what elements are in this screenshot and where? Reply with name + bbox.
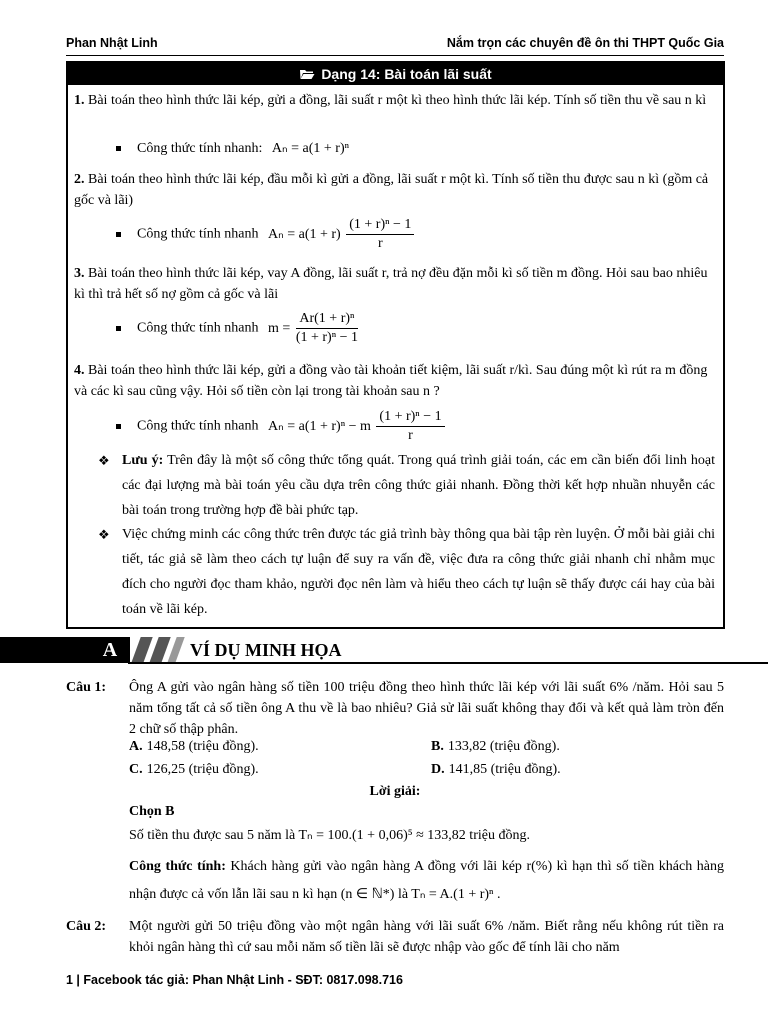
question-2 [66, 916, 724, 958]
item-3-formula: Công thức tính nhanh m = $\frac{\text{Ar(1 + r)ⁿ}}{\text{(1 + r)ⁿ − 1}}$ [116, 310, 360, 347]
solution-title: Lời giải: [369, 784, 421, 799]
question-1-text: Ông A gửi vào ngân hàng số tiền 100 triệu đồng theo hình thức lãi kép với lãi suất 6% /năm. Hỏi sau 5 năm tổng tất cả số tiền ông A thu về là bao nhiêu? Giả sử lãi suất không thay đổi và kết quả làm tròn đến 2 chữ số thập phân. [129, 680, 724, 737]
page-header [66, 36, 724, 54]
box-title: Dạng 14: Bài toán lãi suất [321, 66, 492, 82]
box-title-bar [68, 63, 723, 85]
diamond-bullet-icon: ❖ [98, 453, 110, 468]
header-author: Phan Nhật Linh [66, 36, 158, 50]
item-1-text: 1. Bài toán theo hình thức lãi kép, gửi a đồng, lãi suất r một kì theo hình thức lãi kép. Tính số tiền thu về sau n kì [74, 93, 707, 108]
section-letter: A [102, 639, 118, 661]
question-1-label: Câu 1: [66, 680, 107, 695]
item-4-text: 4. Bài toán theo hình thức lãi kép, gửi a đồng vào tài khoản tiết kiệm, lãi suất r/kì. Sau đúng một kì rút ra m đồng và các kì sau cũng vậy. Hỏi số tiền còn lại trong tài khoản sau n ? [74, 363, 708, 399]
item-3-text: 3. Bài toán theo hình thức lãi kép, vay A đồng, lãi suất r, trả nợ đều đặn mỗi kì số tiền m đồng. Hỏi sau bao nhiêu kì thì trả hết số nợ gồm cả gốc và lãi [74, 266, 708, 302]
section-stripe [167, 637, 184, 663]
solution-line: Số tiền thu được sau 5 năm là Tₙ = 100.(1 + 0,06)⁵ ≈ 133,82 triệu đồng. [129, 828, 530, 843]
question-1 [66, 677, 724, 740]
option-c[interactable]: C. 126,25 (triệu đồng). [129, 762, 259, 777]
option-b[interactable]: B. 133,82 (triệu đồng). [431, 739, 560, 754]
item-4-formula: Công thức tính nhanh Aₙ = a(1 + r)ⁿ − m $\frac{\text{(1 + r)ⁿ − 1}}{r}$ [116, 408, 447, 445]
formula-box [66, 61, 725, 629]
item-2-formula: Công thức tính nhanh Aₙ = a(1 + r) $\frac{\text{(1 + r)ⁿ − 1}}{r}$ [116, 216, 416, 253]
note-2: ❖ Việc chứng minh các công thức trên được tác giả trình bày thông qua bài tập rèn luyện. Ở mỗi bài giải chi tiết, tác giả sẽ làm theo cách tự luận để suy ra vấn đề, việc đưa ra công thức giải nhanh chỉ nhằm mục đích cho người đọc tham khảo, người đọc nên làm và hiểu theo cách tự luận sẽ thấy được cái hay của bài toán về lãi kép. [98, 522, 715, 622]
item-2-text: 2. Bài toán theo hình thức lãi kép, đầu mỗi kì gửi a đồng, lãi suất r một kì. Tính số tiền thu được sau n kì (gồm cả gốc và lãi) [74, 172, 709, 208]
option-a[interactable]: A. 148,58 (triệu đồng). [129, 739, 259, 754]
answer-choice: Chọn B [129, 804, 175, 819]
header-tagline: Nắm trọn các chuyên đề ôn thi THPT Quốc Gia [446, 36, 724, 50]
section-title: VÍ DỤ MINH HỌA [190, 640, 342, 660]
question-2-text: Một người gửi 50 triệu đồng vào một ngân hàng với lãi suất 6% /năm. Biết rằng nếu không rút tiền ra khỏi ngân hàng thì cứ sau mỗi năm số tiền lãi sẽ được nhập vào gốc để tính lãi cho năm [129, 919, 724, 955]
section-header [0, 637, 768, 663]
folder-icon [299, 64, 315, 86]
page-footer: 1 | Facebook tác giả: Phan Nhật Linh - SĐT: 0817.098.716 [66, 973, 403, 987]
diamond-bullet-icon: ❖ [98, 527, 110, 542]
item-1-formula: Công thức tính nhanh: Aₙ = a(1 + r)ⁿ [116, 139, 349, 159]
option-d[interactable]: D. 141,85 (triệu đồng). [431, 762, 561, 777]
question-2-label: Câu 2: [66, 919, 107, 934]
header-divider [66, 55, 724, 56]
formula-explanation: Công thức tính: Khách hàng gửi vào ngân hàng A đồng với lãi kép r(%) kì hạn thì số tiền khách hàng nhận được cả vốn lẫn lãi sau n kì hạn (n ∈ ℕ*) là Tₙ = A.(1 + r)ⁿ . [129, 859, 724, 902]
note-1: ❖ Lưu ý: Trên đây là một số công thức tổng quát. Trong quá trình giải toán, các em cần biến đổi linh hoạt các đại lượng mà bài toán yêu cầu dựa trên công thức giải nhanh. Đồng thời kết hợp nhuần nhuyễn các bài toán trong trường hợp đề bài phức tạp. [98, 448, 715, 523]
